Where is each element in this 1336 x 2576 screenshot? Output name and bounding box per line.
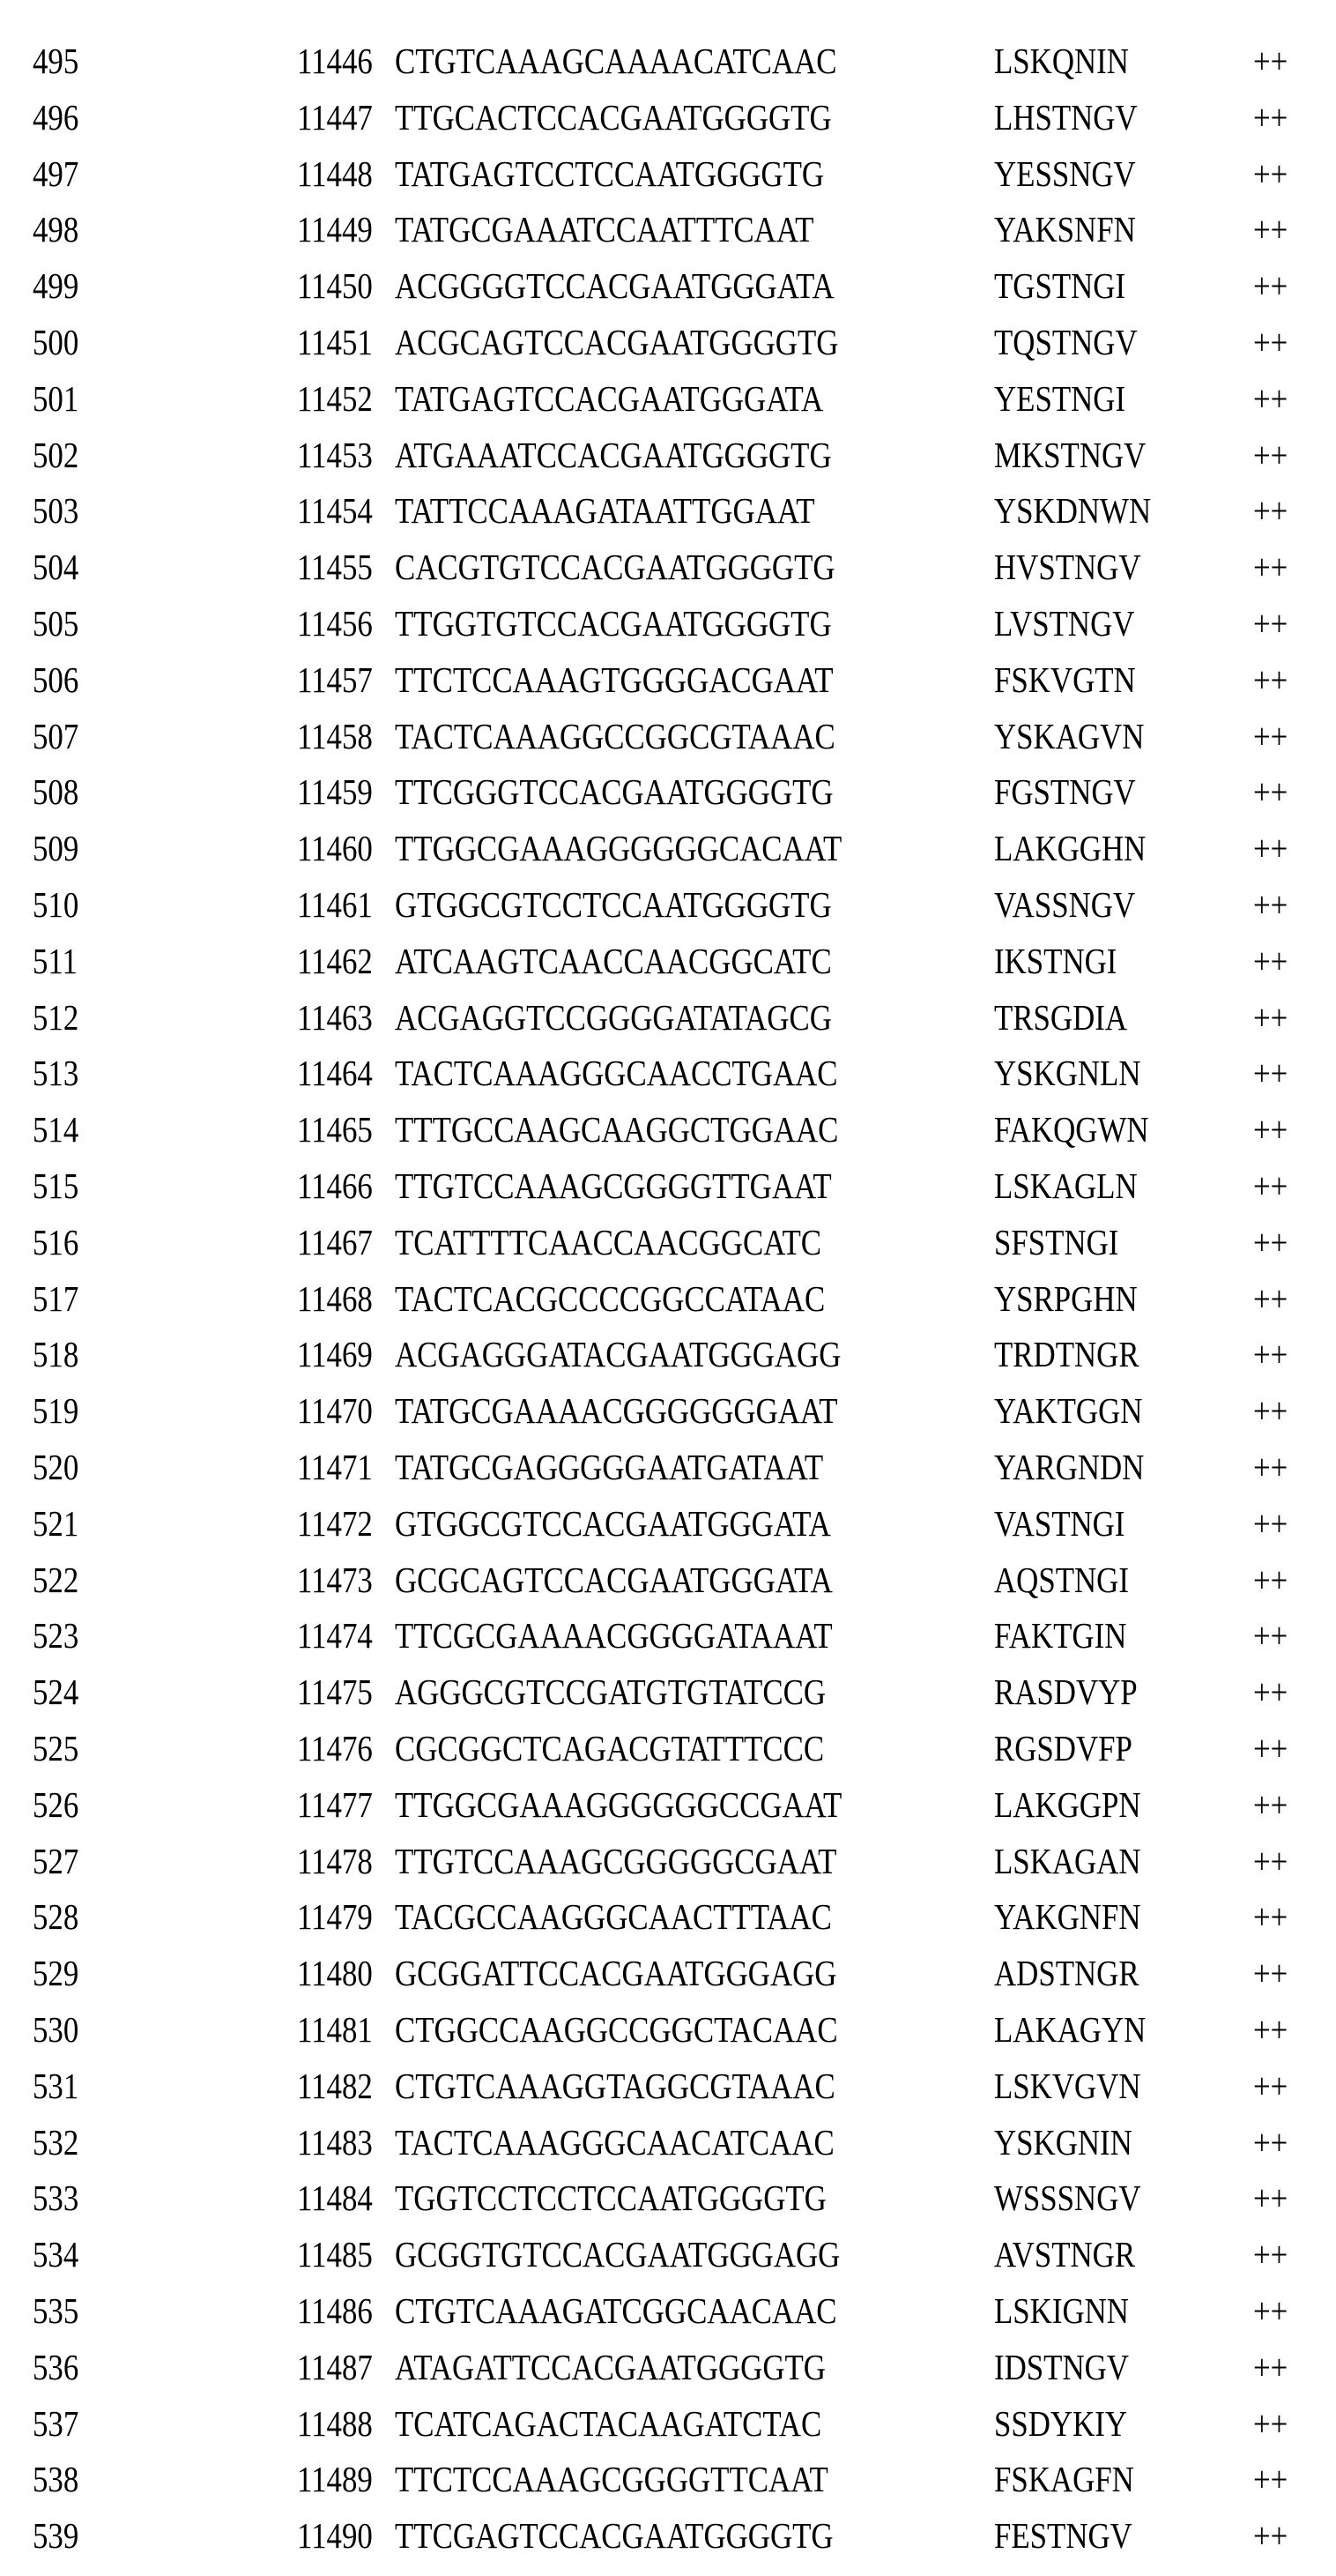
row-index: 510 bbox=[33, 884, 79, 925]
activity-score: ++ bbox=[1253, 1221, 1288, 1262]
dna-sequence: TTCGAGTCCACGAATGGGGTG bbox=[395, 2515, 834, 2557]
dna-sequence: TTCTCCAAAGTGGGGACGAAT bbox=[395, 659, 834, 700]
sequence-id: 11452 bbox=[297, 377, 373, 419]
table-row bbox=[0, 1055, 1336, 1112]
row-index: 495 bbox=[33, 41, 79, 81]
peptide-sequence: FGSTNGV bbox=[994, 771, 1136, 813]
activity-score: ++ bbox=[1253, 1502, 1288, 1544]
dna-sequence: CGCGGCTCAGACGTATTTCCC bbox=[395, 1728, 825, 1768]
activity-score: ++ bbox=[1253, 2121, 1288, 2163]
table-row bbox=[0, 1955, 1336, 2012]
peptide-sequence: YAKTGGN bbox=[994, 1390, 1143, 1432]
dna-sequence: CTGTCAAAGATCGGCAACAAC bbox=[395, 2290, 837, 2331]
dna-sequence: CTGGCCAAGGCCGGCTACAAC bbox=[395, 2009, 838, 2050]
sequence-id: 11449 bbox=[297, 209, 373, 250]
sequence-id: 11481 bbox=[297, 2009, 373, 2050]
activity-score: ++ bbox=[1253, 884, 1288, 925]
row-index: 516 bbox=[33, 1221, 79, 1262]
table-row bbox=[0, 715, 1336, 775]
table-row bbox=[0, 940, 1336, 1000]
sequence-id: 11484 bbox=[297, 2178, 373, 2219]
peptide-sequence: FAKTGIN bbox=[994, 1615, 1127, 1657]
row-index: 513 bbox=[33, 1053, 79, 1094]
dna-sequence: GTGGCGTCCACGAATGGGATA bbox=[395, 1502, 831, 1544]
dna-sequence: ACGAGGTCCGGGGATATAGCG bbox=[395, 996, 832, 1038]
activity-score: ++ bbox=[1253, 1165, 1288, 1206]
activity-score: ++ bbox=[1253, 490, 1288, 532]
activity-score: ++ bbox=[1253, 1728, 1288, 1768]
sequence-id: 11470 bbox=[297, 1390, 373, 1432]
activity-score: ++ bbox=[1253, 1615, 1288, 1657]
row-index: 507 bbox=[33, 715, 79, 756]
table-row bbox=[0, 490, 1336, 549]
activity-score: ++ bbox=[1253, 1671, 1288, 1713]
table-row bbox=[0, 1896, 1336, 1955]
sequence-id: 11477 bbox=[297, 1783, 373, 1825]
table-row bbox=[0, 1165, 1336, 1225]
row-index: 504 bbox=[33, 547, 79, 588]
peptide-sequence: TQSTNGV bbox=[994, 322, 1138, 362]
sequence-id: 11451 bbox=[297, 322, 373, 362]
peptide-sequence: YSKGNIN bbox=[994, 2121, 1132, 2163]
activity-score: ++ bbox=[1253, 153, 1288, 194]
row-index: 519 bbox=[33, 1390, 79, 1432]
activity-score: ++ bbox=[1253, 265, 1288, 307]
row-index: 530 bbox=[33, 2009, 79, 2050]
table-row bbox=[0, 1728, 1336, 1787]
sequence-id: 11471 bbox=[297, 1447, 373, 1487]
row-index: 534 bbox=[33, 2234, 79, 2275]
sequence-id: 11487 bbox=[297, 2346, 373, 2387]
sequence-id: 11489 bbox=[297, 2459, 373, 2500]
activity-score: ++ bbox=[1253, 1109, 1288, 1150]
sequence-id: 11459 bbox=[297, 771, 373, 813]
dna-sequence: TACTCACGCCCCGGCCATAAC bbox=[395, 1277, 826, 1319]
dna-sequence: TATTCCAAAGATAATTGGAAT bbox=[395, 490, 815, 532]
peptide-sequence: IKSTNGI bbox=[994, 940, 1117, 981]
sequence-id: 11454 bbox=[297, 490, 373, 532]
activity-score: ++ bbox=[1253, 2234, 1288, 2275]
table-row bbox=[0, 2180, 1336, 2237]
sequence-id: 11456 bbox=[297, 603, 373, 644]
row-index: 521 bbox=[33, 1502, 79, 1544]
sequence-id: 11476 bbox=[297, 1728, 373, 1768]
row-index: 529 bbox=[33, 1953, 79, 1994]
sequence-id: 11474 bbox=[297, 1615, 373, 1657]
activity-score: ++ bbox=[1253, 2402, 1288, 2444]
table-row bbox=[0, 2402, 1336, 2462]
dna-sequence: TATGAGTCCTCCAATGGGGTG bbox=[395, 153, 825, 194]
sequence-id: 11482 bbox=[297, 2065, 373, 2106]
sequence-id: 11472 bbox=[297, 1502, 373, 1544]
peptide-sequence: SFSTNGI bbox=[994, 1221, 1119, 1262]
peptide-sequence: LVSTNGV bbox=[994, 603, 1135, 644]
dna-sequence: AGGGCGTCCGATGTGTATCCG bbox=[395, 1671, 826, 1713]
table-row bbox=[0, 1336, 1336, 1393]
peptide-sequence: VASSNGV bbox=[994, 884, 1136, 925]
dna-sequence: TATGCGAAAACGGGGGGGAAT bbox=[395, 1390, 838, 1432]
row-index: 533 bbox=[33, 2178, 79, 2219]
dna-sequence: TTGTCCAAAGCGGGGTTGAAT bbox=[395, 1165, 832, 1206]
dna-sequence: GTGGCGTCCTCCAATGGGGTG bbox=[395, 884, 832, 925]
activity-score: ++ bbox=[1253, 377, 1288, 419]
table-row bbox=[0, 1109, 1336, 1168]
dna-sequence: TACTCAAAGGGCAACATCAAC bbox=[395, 2121, 835, 2163]
dna-sequence: TATGAGTCCACGAATGGGATA bbox=[395, 377, 824, 419]
dna-sequence: TTGCACTCCACGAATGGGGTG bbox=[395, 96, 832, 138]
dna-sequence: TACTCAAAGGCCGGCGTAAAC bbox=[395, 715, 835, 756]
peptide-sequence: YSRPGHN bbox=[994, 1277, 1138, 1319]
sequence-id: 11486 bbox=[297, 2290, 373, 2331]
peptide-sequence: YAKSNFN bbox=[994, 209, 1136, 250]
activity-score: ++ bbox=[1253, 1896, 1288, 1938]
activity-score: ++ bbox=[1253, 1840, 1288, 1881]
table-row bbox=[0, 996, 1336, 1056]
row-index: 506 bbox=[33, 659, 79, 700]
dna-sequence: ACGGGGTCCACGAATGGGATA bbox=[395, 265, 835, 307]
row-index: 497 bbox=[33, 153, 79, 194]
row-index: 498 bbox=[33, 209, 79, 250]
peptide-sequence: LAKAGYN bbox=[994, 2009, 1147, 2050]
row-index: 522 bbox=[33, 1559, 79, 1600]
activity-score: ++ bbox=[1253, 1447, 1288, 1487]
dna-sequence: TATGCGAGGGGGAATGATAAT bbox=[395, 1447, 824, 1487]
row-index: 518 bbox=[33, 1334, 79, 1375]
row-index: 517 bbox=[33, 1277, 79, 1319]
row-index: 503 bbox=[33, 490, 79, 532]
peptide-sequence: RGSDVFP bbox=[994, 1728, 1132, 1768]
activity-score: ++ bbox=[1253, 771, 1288, 813]
row-index: 502 bbox=[33, 434, 79, 475]
sequence-id: 11467 bbox=[297, 1221, 373, 1262]
row-index: 505 bbox=[33, 603, 79, 644]
table-row bbox=[0, 1840, 1336, 1900]
activity-score: ++ bbox=[1253, 940, 1288, 981]
dna-sequence: GCGCAGTCCACGAATGGGATA bbox=[395, 1559, 833, 1600]
sequence-id: 11458 bbox=[297, 715, 373, 756]
activity-score: ++ bbox=[1253, 322, 1288, 362]
sequence-id: 11468 bbox=[297, 1277, 373, 1319]
peptide-sequence: MKSTNGV bbox=[994, 434, 1147, 475]
activity-score: ++ bbox=[1253, 41, 1288, 81]
peptide-sequence: ADSTNGR bbox=[994, 1953, 1139, 1994]
activity-score: ++ bbox=[1253, 1277, 1288, 1319]
sequence-id: 11478 bbox=[297, 1840, 373, 1881]
row-index: 539 bbox=[33, 2515, 79, 2557]
activity-score: ++ bbox=[1253, 996, 1288, 1038]
table-row bbox=[0, 884, 1336, 943]
sequence-id: 11462 bbox=[297, 940, 373, 981]
sequence-id: 11447 bbox=[297, 96, 373, 138]
peptide-sequence: WSSSNGV bbox=[994, 2178, 1141, 2219]
table-row bbox=[0, 1783, 1336, 1843]
dna-sequence: ATCAAGTCAACCAACGGCATC bbox=[395, 940, 832, 981]
activity-score: ++ bbox=[1253, 715, 1288, 756]
dna-sequence: TTGGCGAAAGGGGGGCCGAAT bbox=[395, 1783, 842, 1825]
sequence-id: 11460 bbox=[297, 828, 373, 869]
table-row bbox=[0, 434, 1336, 494]
table-row bbox=[0, 209, 1336, 268]
dna-sequence: TTCGGGTCCACGAATGGGGTG bbox=[395, 771, 834, 813]
peptide-sequence: YESSNGV bbox=[994, 153, 1136, 194]
activity-score: ++ bbox=[1253, 1559, 1288, 1600]
sequence-id: 11446 bbox=[297, 41, 373, 81]
row-index: 520 bbox=[33, 1447, 79, 1487]
peptide-sequence: FSKVGTN bbox=[994, 659, 1136, 700]
sequence-id: 11490 bbox=[297, 2515, 373, 2557]
row-index: 536 bbox=[33, 2346, 79, 2387]
table-row bbox=[0, 96, 1336, 156]
activity-score: ++ bbox=[1253, 209, 1288, 250]
dna-sequence: GCGGTGTCCACGAATGGGAGG bbox=[395, 2234, 841, 2275]
activity-score: ++ bbox=[1253, 96, 1288, 138]
peptide-sequence: IDSTNGV bbox=[994, 2346, 1129, 2387]
sequence-id: 11450 bbox=[297, 265, 373, 307]
table-row bbox=[0, 2515, 1336, 2574]
sequence-id: 11461 bbox=[297, 884, 373, 925]
dna-sequence: TCATTTTCAACCAACGGCATC bbox=[395, 1221, 822, 1262]
activity-score: ++ bbox=[1253, 1334, 1288, 1375]
dna-sequence: ATAGATTCCACGAATGGGGTG bbox=[395, 2346, 826, 2387]
dna-sequence: ATGAAATCCACGAATGGGGTG bbox=[395, 434, 832, 475]
table-row bbox=[0, 2065, 1336, 2125]
peptide-sequence: RASDVYP bbox=[994, 1671, 1138, 1713]
table-row bbox=[0, 830, 1336, 887]
table-row bbox=[0, 2346, 1336, 2406]
peptide-sequence: AVSTNGR bbox=[994, 2234, 1136, 2275]
dna-sequence: TCATCAGACTACAAGATCTAC bbox=[395, 2402, 822, 2444]
row-index: 499 bbox=[33, 265, 79, 307]
sequence-id: 11457 bbox=[297, 659, 373, 700]
dna-sequence: TATGCGAAATCCAATTTCAAT bbox=[395, 209, 814, 250]
row-index: 528 bbox=[33, 1896, 79, 1938]
row-index: 525 bbox=[33, 1728, 79, 1768]
table-row bbox=[0, 1449, 1336, 1506]
peptide-sequence: YSKAGVN bbox=[994, 715, 1145, 756]
activity-score: ++ bbox=[1253, 2290, 1288, 2331]
sequence-id: 11473 bbox=[297, 1559, 373, 1600]
row-index: 512 bbox=[33, 996, 79, 1038]
row-index: 526 bbox=[33, 1783, 79, 1825]
peptide-sequence: LAKGGHN bbox=[994, 828, 1147, 869]
sequence-id: 11479 bbox=[297, 1896, 373, 1938]
table-row bbox=[0, 2290, 1336, 2349]
sequence-id: 11475 bbox=[297, 1671, 373, 1713]
table-row bbox=[0, 265, 1336, 324]
peptide-sequence: AQSTNGI bbox=[994, 1559, 1129, 1600]
dna-sequence: CACGTGTCCACGAATGGGGTG bbox=[395, 547, 835, 588]
peptide-sequence: FAKQGWN bbox=[994, 1109, 1149, 1150]
row-index: 537 bbox=[33, 2402, 79, 2444]
dna-sequence: TGGTCCTCCTCCAATGGGGTG bbox=[395, 2178, 827, 2219]
activity-score: ++ bbox=[1253, 1953, 1288, 1994]
peptide-sequence: TRDTNGR bbox=[994, 1334, 1139, 1375]
sequence-id: 11463 bbox=[297, 996, 373, 1038]
row-index: 532 bbox=[33, 2121, 79, 2163]
table-row bbox=[0, 659, 1336, 718]
activity-score: ++ bbox=[1253, 2065, 1288, 2106]
sequence-id: 11485 bbox=[297, 2234, 373, 2275]
table-row bbox=[0, 324, 1336, 381]
sequence-id: 11448 bbox=[297, 153, 373, 194]
table-row bbox=[0, 377, 1336, 437]
sequence-id: 11464 bbox=[297, 1053, 373, 1094]
sequence-id: 11466 bbox=[297, 1165, 373, 1206]
row-index: 500 bbox=[33, 322, 79, 362]
activity-score: ++ bbox=[1253, 2459, 1288, 2500]
row-index: 511 bbox=[33, 940, 78, 981]
table-row bbox=[0, 43, 1336, 100]
activity-score: ++ bbox=[1253, 434, 1288, 475]
dna-sequence: CTGTCAAAGGTAGGCGTAAAC bbox=[395, 2065, 835, 2106]
dna-sequence: TTCTCCAAAGCGGGGTTCAAT bbox=[395, 2459, 828, 2500]
row-index: 515 bbox=[33, 1165, 79, 1206]
activity-score: ++ bbox=[1253, 2515, 1288, 2557]
peptide-sequence: LAKGGPN bbox=[994, 1783, 1141, 1825]
table-row bbox=[0, 2234, 1336, 2293]
peptide-sequence: YARGNDN bbox=[994, 1447, 1145, 1487]
peptide-sequence: YESTNGI bbox=[994, 377, 1126, 419]
table-row bbox=[0, 1615, 1336, 1674]
dna-sequence: TTGTCCAAAGCGGGGGCGAAT bbox=[395, 1840, 837, 1881]
row-index: 535 bbox=[33, 2290, 79, 2331]
peptide-sequence: TRSGDIA bbox=[994, 996, 1128, 1038]
sequence-id: 11483 bbox=[297, 2121, 373, 2163]
dna-sequence: TACGCCAAGGGCAACTTTAAC bbox=[395, 1896, 832, 1938]
activity-score: ++ bbox=[1253, 828, 1288, 869]
activity-score: ++ bbox=[1253, 2009, 1288, 2050]
table-row bbox=[0, 2121, 1336, 2181]
peptide-sequence: FSKAGFN bbox=[994, 2459, 1134, 2500]
table-row bbox=[0, 1390, 1336, 1449]
table-row bbox=[0, 1221, 1336, 1281]
dna-sequence: TTCGCGAAAACGGGGATAAAT bbox=[395, 1615, 833, 1657]
sequence-id: 11453 bbox=[297, 434, 373, 475]
dna-sequence: TTGGTGTCCACGAATGGGGTG bbox=[395, 603, 832, 644]
activity-score: ++ bbox=[1253, 1783, 1288, 1825]
row-index: 527 bbox=[33, 1840, 79, 1881]
row-index: 508 bbox=[33, 771, 79, 813]
row-index: 501 bbox=[33, 377, 79, 419]
peptide-sequence: LSKQNIN bbox=[994, 41, 1129, 81]
peptide-sequence: VASTNGI bbox=[994, 1502, 1125, 1544]
dna-sequence: TTTGCCAAGCAAGGCTGGAAC bbox=[395, 1109, 839, 1150]
dna-sequence: TTGGCGAAAGGGGGGCACAAT bbox=[395, 828, 842, 869]
peptide-sequence: YSKDNWN bbox=[994, 490, 1152, 532]
table-row bbox=[0, 1559, 1336, 1619]
table-row bbox=[0, 603, 1336, 662]
activity-score: ++ bbox=[1253, 547, 1288, 588]
peptide-sequence: FESTNGV bbox=[994, 2515, 1132, 2557]
dna-sequence: GCGGATTCCACGAATGGGAGG bbox=[395, 1953, 837, 1994]
table-row bbox=[0, 1502, 1336, 1562]
peptide-sequence: LSKVGVN bbox=[994, 2065, 1141, 2106]
activity-score: ++ bbox=[1253, 1390, 1288, 1432]
peptide-sequence: LSKAGAN bbox=[994, 1840, 1141, 1881]
sequence-id: 11469 bbox=[297, 1334, 373, 1375]
table-row bbox=[0, 1671, 1336, 1731]
row-index: 514 bbox=[33, 1109, 79, 1150]
activity-score: ++ bbox=[1253, 603, 1288, 644]
row-index: 509 bbox=[33, 828, 79, 869]
peptide-sequence: LHSTNGV bbox=[994, 96, 1138, 138]
table-row bbox=[0, 2009, 1336, 2068]
activity-score: ++ bbox=[1253, 659, 1288, 700]
row-index: 523 bbox=[33, 1615, 79, 1657]
activity-score: ++ bbox=[1253, 2178, 1288, 2219]
peptide-sequence: YSKGNLN bbox=[994, 1053, 1141, 1094]
row-index: 524 bbox=[33, 1671, 79, 1713]
table-row bbox=[0, 2461, 1336, 2518]
dna-sequence: ACGCAGTCCACGAATGGGGTG bbox=[395, 322, 839, 362]
sequence-id: 11455 bbox=[297, 547, 373, 588]
peptide-sequence: YAKGNFN bbox=[994, 1896, 1141, 1938]
sequence-id: 11465 bbox=[297, 1109, 373, 1150]
row-index: 496 bbox=[33, 96, 79, 138]
peptide-sequence: HVSTNGV bbox=[994, 547, 1141, 588]
peptide-sequence: LSKIGNN bbox=[994, 2290, 1129, 2331]
activity-score: ++ bbox=[1253, 1053, 1288, 1094]
table-row bbox=[0, 549, 1336, 606]
table-row bbox=[0, 1277, 1336, 1337]
row-index: 531 bbox=[33, 2065, 79, 2106]
sequence-id: 11480 bbox=[297, 1953, 373, 1994]
row-index: 538 bbox=[33, 2459, 79, 2500]
peptide-sequence: SSDYKIY bbox=[994, 2402, 1128, 2444]
table-row bbox=[0, 771, 1336, 830]
dna-sequence: CTGTCAAAGCAAAACATCAAC bbox=[395, 41, 837, 81]
table-row bbox=[0, 153, 1336, 212]
activity-score: ++ bbox=[1253, 2346, 1288, 2387]
dna-sequence: ACGAGGGATACGAATGGGAGG bbox=[395, 1334, 842, 1375]
dna-sequence: TACTCAAAGGGCAACCTGAAC bbox=[395, 1053, 838, 1094]
peptide-sequence: TGSTNGI bbox=[994, 265, 1126, 307]
sequence-id: 11488 bbox=[297, 2402, 373, 2444]
peptide-sequence: LSKAGLN bbox=[994, 1165, 1138, 1206]
